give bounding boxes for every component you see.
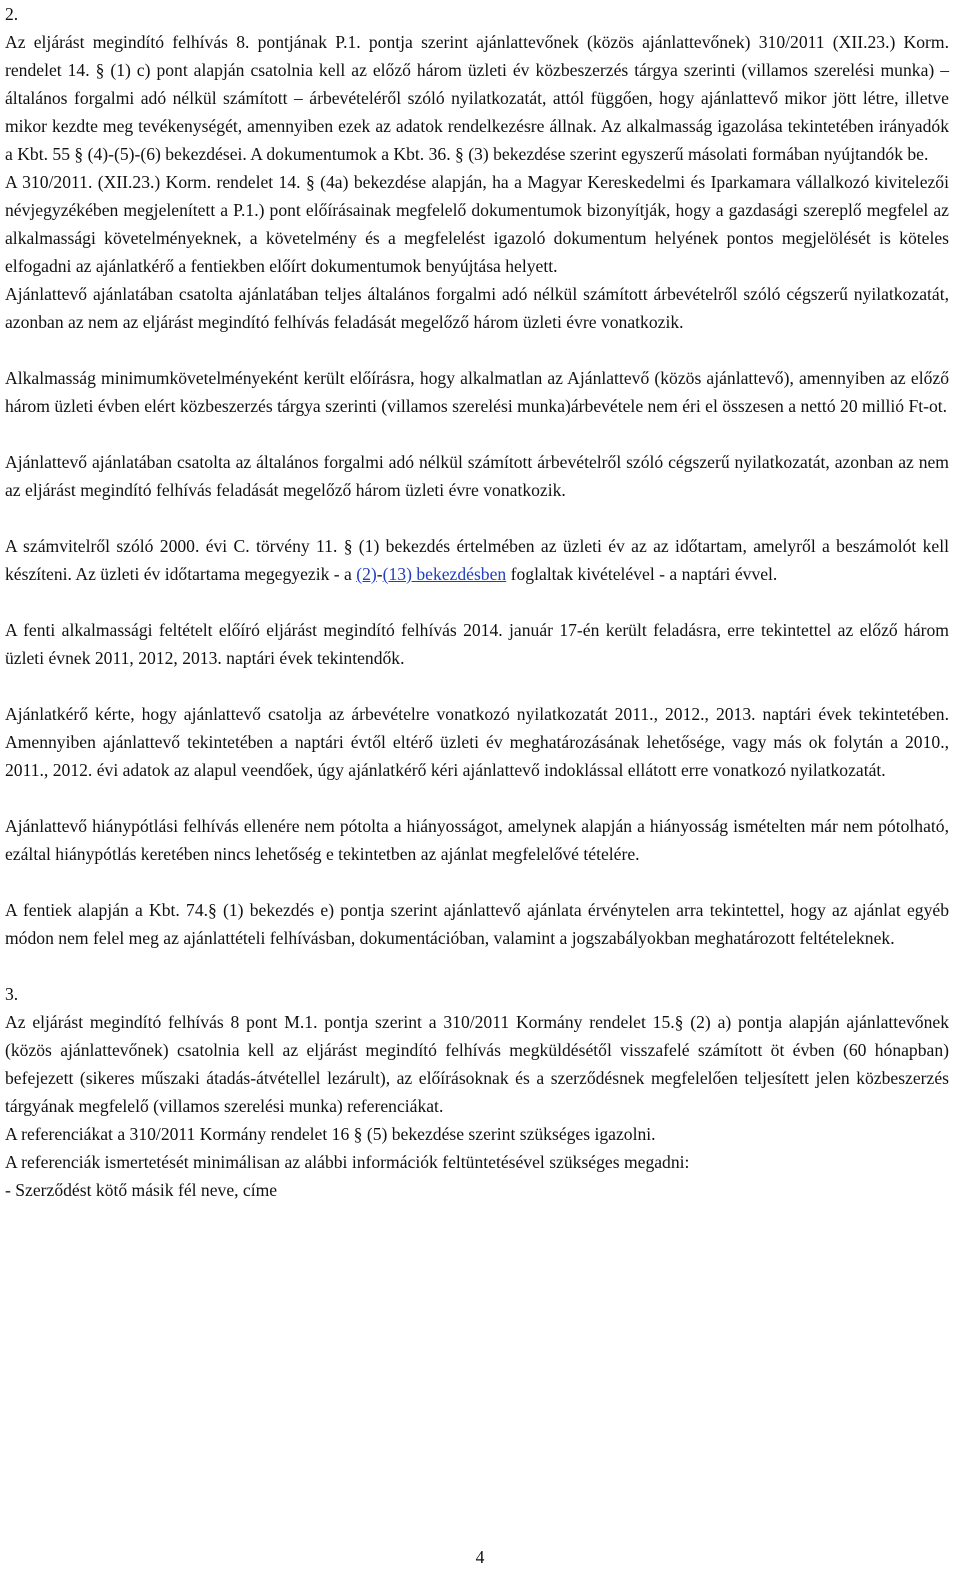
section-3-paragraph-3: A referenciák ismertetését minimálisan az alábbi információk feltüntetésével szükséges megadni: [5,1152,690,1172]
section-2-paragraph-6 [5,532,949,588]
section-2-paragraph-2: A 310/2011. (XII.23.) Korm. rendelet 14. § (4a) bekezdése alapján, ha a Magyar Kereskedelmi és Iparkamara vállalkozó kivitelezői névjegyzékében megjelenített a P.1.) pont előírásainak megfelelő dokumentumok bizonyítják, hogy a gazdasági szereplő megfelel az alkalmassági követelményeknek, a követelmény és a megfelelést igazoló dokumentum helyének pontos megjelölését is köteles elfogadni az ajánlatkérő a fentiekben előírt dokumentumok benyújtása helyett. [5,172,949,276]
document-body [5,0,949,1204]
section-2-paragraph-7: A fenti alkalmassági feltételt előíró eljárást megindító felhívás 2014. január 17-én került feladásra, erre tekintettel az előző három üzleti évnek 2011, 2012, 2013. naptári évek tekintendők. [5,620,949,668]
paragraph-gap [5,672,949,700]
paragraph-gap [5,868,949,896]
link-separator: - [376,564,383,584]
link-paragraph-2[interactable]: (2) [356,564,377,584]
paragraph-gap [5,784,949,812]
section-2-paragraph-9: Ajánlattevő hiánypótlási felhívás ellenére nem pótolta a hiányosságot, amelynek alapján a hiányosság ismételten már nem pótolható, ezáltal hiánypótlás keretében nincs lehetőség e tekintetben az ajánlat megfelelővé tételére. [5,816,949,864]
section-3-list-item: - Szerződést kötő másik fél neve, címe [5,1180,278,1200]
paragraph-6-text-end: foglaltak kivételével - a naptári évvel. [506,564,778,584]
section-2-paragraph-1: Az eljárást megindító felhívás 8. pontjának P.1. pontja szerint ajánlattevőnek (közös ajánlattevőnek) 310/2011 (XII.23.) Korm. rendelet 14. § (1) c) pont alapján csatolnia kell az előző három üzleti év közbeszerzés tárgya szerinti (villamos szerelési munka) – általános forgalmi adó nélkül számított – árbevételéről szóló nyilatkozatát, attól függően, hogy ajánlattevő mikor jött létre, illetve mikor kezdte meg tevékenységét, amennyiben ezek az adatok rendelkezésre állnak. Az alkalmasság igazolása tekintetében irányadók a Kbt. 55 § (4)-(5)-(6) bekezdései. A dokumentumok a Kbt. 36. § (3) bekezdése szerint egyszerű másolati formában nyújtandók be. [5,32,949,164]
section-2-paragraph-10: A fentiek alapján a Kbt. 74.§ (1) bekezdés e) pontja szerint ajánlattevő ajánlata érvénytelen arra tekintettel, hogy az ajánlat egyéb módon nem felel meg az ajánlattételi felhívásban, dokumentációban, valamint a jogszabályokban meghatározott feltételeknek. [5,900,949,948]
section-3-paragraph-1: Az eljárást megindító felhívás 8 pont M.1. pontja szerint a 310/2011 Kormány rendelet 15.§ (2) a) pontja alapján ajánlattevőnek (közös ajánlattevőnek) csatolnia kell az eljárást megindító felhívás megküldésétől visszafelé számított öt évben (60 hónapban) befejezett (sikeres műszaki átadás-átvétellel lezárult), az előírásoknak és a szerződésnek megfelelően teljesített jelen közbeszerzés tárgyának megfelelő (villamos szerelési munka) referenciákat. [5,1012,949,1116]
paragraph-6-text-start: A számvitelről szóló 2000. évi C. törvény 11. § (1) bekezdés értelmében az üzleti év az az időtartam, amelyről a beszámolót kell készíteni. Az üzleti év időtartama megegyezik - a [5,536,949,584]
link-paragraph-13[interactable]: (13) bekezdésben [382,564,507,584]
section-2-paragraph-8: Ajánlatkérő kérte, hogy ajánlattevő csatolja az árbevételre vonatkozó nyilatkozatát 2011., 2012., 2013. naptári évek tekintetében. Amennyiben ajánlattevő tekintetében a naptári évtől eltérő üzleti év meghatározásának lehetősége, vagy más ok folytán a 2010., 2011., 2012. évi adatok az alapul veendőek, úgy ajánlatkérő kéri ajánlattevő indoklással ellátott erre vonatkozó nyilatkozatát. [5,704,949,780]
paragraph-gap [5,952,949,980]
section-2-number: 2. [5,4,19,24]
section-2-paragraph-4: Alkalmasság minimumkövetelményeként került előírásra, hogy alkalmatlan az Ajánlattevő (közös ajánlattevő), amennyiben az előző három üzleti évben elért közbeszerzés tárgya szerinti (villamos szerelési munka)árbevétele nem éri el összesen a nettó 20 millió Ft-ot. [5,368,949,416]
page-number: 4 [475,1547,485,1567]
paragraph-gap [5,336,949,364]
section-3-number: 3. [5,984,19,1004]
paragraph-gap [5,504,949,532]
paragraph-gap [5,588,949,616]
section-2-paragraph-3: Ajánlattevő ajánlatában csatolta ajánlatában teljes általános forgalmi adó nélkül számított árbevételről szóló cégszerű nyilatkozatát, azonban az nem az eljárást megindító felhívás feladását megelőző három üzleti évre vonatkozik. [5,284,949,332]
section-2-paragraph-5: Ajánlattevő ajánlatában csatolta az általános forgalmi adó nélkül számított árbevételről szóló cégszerű nyilatkozatát, azonban az nem az eljárást megindító felhívás feladását megelőző három üzleti évre vonatkozik. [5,452,949,500]
paragraph-gap [5,420,949,448]
section-3-paragraph-2: A referenciákat a 310/2011 Kormány rendelet 16 § (5) bekezdése szerint szükséges igazolni. [5,1124,656,1144]
